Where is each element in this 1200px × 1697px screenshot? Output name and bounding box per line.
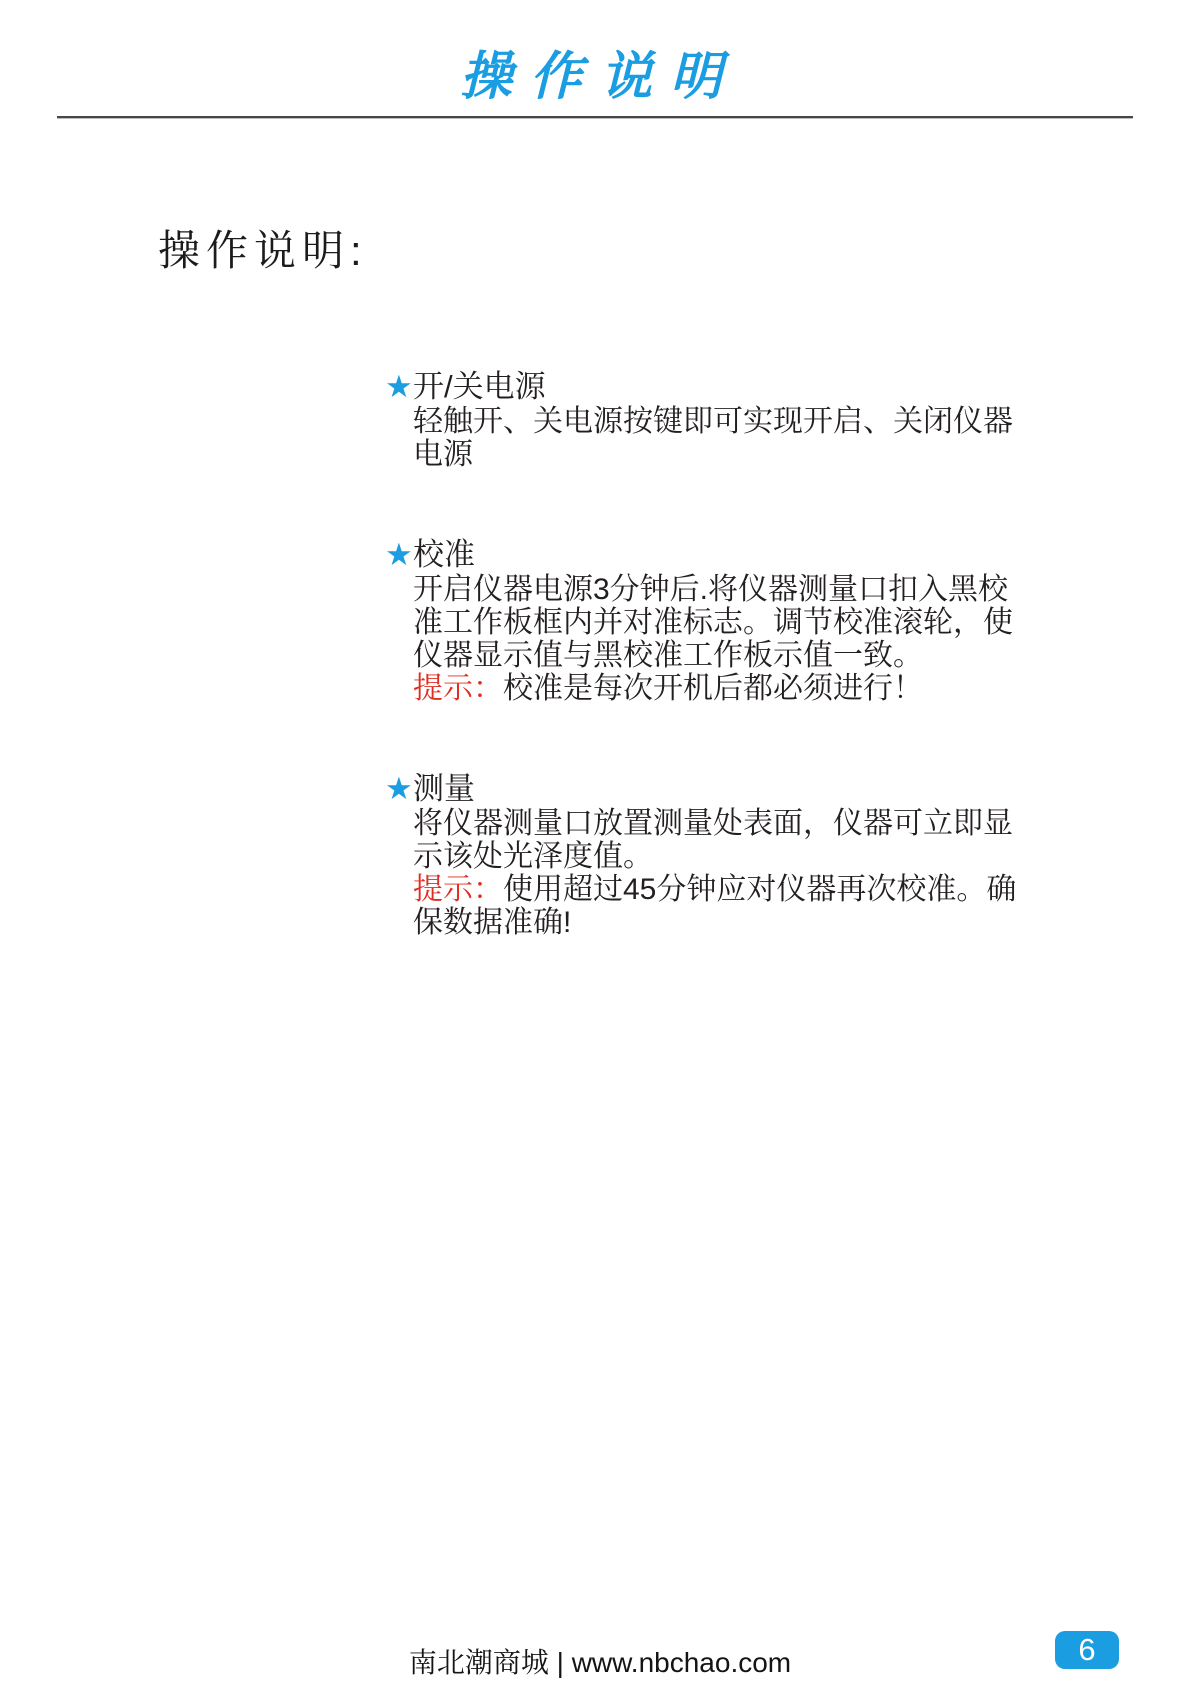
- page-number-badge: 6: [1055, 1631, 1119, 1669]
- instruction-text: 保数据准确!: [413, 906, 572, 939]
- instruction-line: [413, 573, 1048, 606]
- instruction-section: [385, 368, 1048, 471]
- page-header-title: 操作说明: [459, 46, 740, 107]
- instruction-text: 将仪器测量口放置测量处表面，仪器可立即显: [413, 807, 1013, 840]
- instruction-line: [413, 438, 1048, 471]
- section-heading: 操作说明:: [158, 227, 368, 274]
- instruction-text: 校准是每次开机后都必须进行！: [503, 672, 923, 705]
- tip-label: 提示：: [413, 672, 503, 705]
- instruction-line: [413, 906, 1048, 939]
- instructions-list: [385, 368, 1048, 1004]
- star-bullet-icon: ★: [385, 369, 413, 404]
- instruction-title: 开/关电源: [413, 369, 546, 404]
- instruction-text: 电源: [413, 438, 473, 471]
- instruction-text: 轻触开、关电源按键即可实现开启、关闭仪器: [413, 405, 1013, 438]
- instruction-line: [413, 873, 1048, 906]
- instruction-text: 示该处光泽度值。: [413, 840, 653, 873]
- footer-site-text: 南北潮商城 | www.nbchao.com: [408, 1647, 792, 1678]
- star-bullet-icon: ★: [385, 771, 413, 806]
- instruction-text: 准工作板框内并对准标志。调节校准滚轮，使: [413, 606, 1013, 639]
- instruction-section: [385, 536, 1048, 705]
- header-divider: [57, 116, 1133, 119]
- instruction-text: 开启仪器电源3分钟后.将仪器测量口扣入黑校: [413, 573, 1009, 606]
- tip-label: 提示：: [413, 873, 503, 906]
- instruction-line: [413, 840, 1048, 873]
- instruction-line: [413, 606, 1048, 639]
- instruction-text: 仪器显示值与黑校准工作板示值一致。: [413, 639, 923, 672]
- instruction-section: [385, 770, 1048, 939]
- star-bullet-icon: ★: [385, 537, 413, 572]
- instruction-title: 校准: [413, 537, 475, 572]
- instruction-line: [413, 672, 1048, 705]
- instruction-line: [413, 639, 1048, 672]
- instruction-text: 使用超过45分钟应对仪器再次校准。确: [503, 873, 1017, 906]
- instruction-line: [413, 405, 1048, 438]
- instruction-title: 测量: [413, 771, 475, 806]
- instruction-line: [413, 807, 1048, 840]
